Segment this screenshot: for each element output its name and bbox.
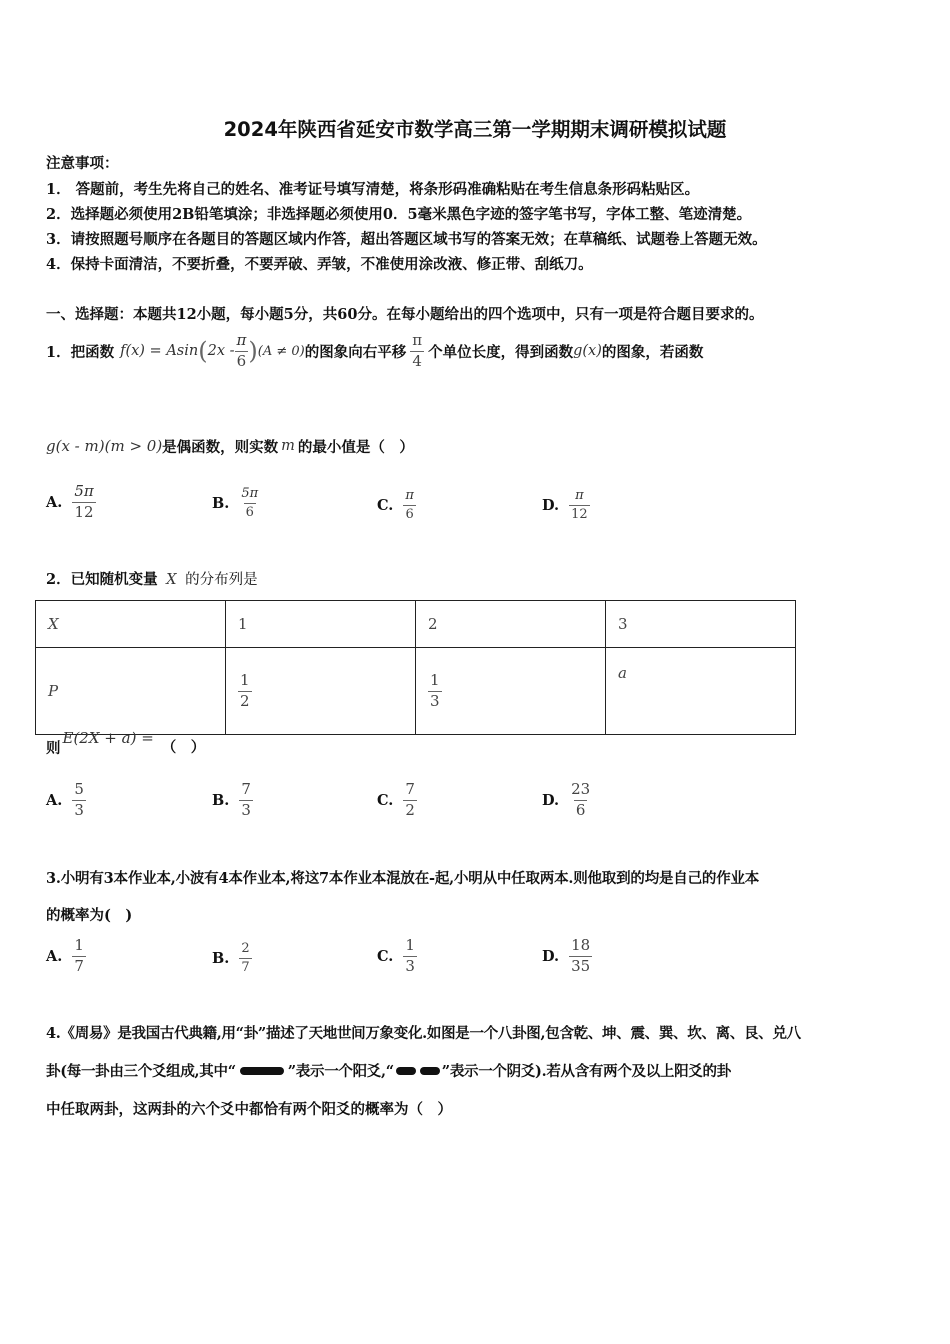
q3-option-d[interactable] xyxy=(542,938,592,975)
table-cell: 2 xyxy=(416,601,606,648)
q2-ask-math: E(2X + a) = xyxy=(62,729,154,747)
q3-option-b-letter: B. xyxy=(212,949,230,967)
notice-item-4: 4．保持卡面清洁，不要折叠，不要弄破、弄皱，不准使用涂改液、修正带、刮纸刀。 xyxy=(46,256,593,273)
q3-option-c-letter: C. xyxy=(377,947,394,965)
q4-line2-b: ”表示一个阳爻,“ xyxy=(287,1063,394,1080)
q1-inner: 2x - xyxy=(207,343,235,359)
q2-option-b[interactable] xyxy=(212,782,253,819)
q2-option-a[interactable] xyxy=(46,782,86,819)
q3-option-a[interactable] xyxy=(46,938,86,975)
q2-var: X xyxy=(166,572,177,588)
table-cell: P xyxy=(36,648,226,735)
q1-option-b-num: 5π xyxy=(241,486,259,501)
q3-option-b-den: 7 xyxy=(241,959,250,975)
q3-option-c-value xyxy=(403,938,417,975)
question-4-line-3: 中任取两卦，这两卦的六个爻中都恰有两个阳爻的概率为（ ） xyxy=(46,1101,452,1118)
fraction-num: 1 xyxy=(430,670,440,689)
fraction-den: 2 xyxy=(240,691,250,710)
yin-yao-left-icon xyxy=(396,1067,416,1075)
q1-option-c-value xyxy=(403,489,416,521)
q1-option-c-den: 6 xyxy=(405,506,414,522)
q1-option-d[interactable] xyxy=(542,489,590,521)
question-1-line-1 xyxy=(46,326,703,376)
table-cell: X xyxy=(36,601,226,648)
q1-g: g(x) xyxy=(573,343,602,359)
table-cell: 1 xyxy=(226,601,416,648)
table-cell: a xyxy=(606,648,796,735)
q1-pi-over-6 xyxy=(235,330,249,370)
q1-six: 6 xyxy=(236,351,247,370)
q1-open-paren: ( xyxy=(198,337,208,365)
q1-option-d-den: 12 xyxy=(571,506,588,522)
q1-shift-den: 4 xyxy=(412,351,422,370)
notice-item-3: 3．请按照题号顺序在各题目的答题区域内作答，超出答题区域书写的答案无效；在草稿纸、试题卷上答题无效。 xyxy=(46,231,767,248)
q1-option-c-num: π xyxy=(405,488,414,503)
q3-option-c-num: 1 xyxy=(405,936,415,954)
q2-suffix: 的分布列是 xyxy=(185,572,258,588)
q3-option-d-value xyxy=(569,938,592,975)
question-3-line-1: 3.小明有3本作业本,小波有4本作业本,将这7本作业本混放在-起,小明从中任取两本.则他取到的均是自己的作业本 xyxy=(46,870,760,887)
q1-line2-text: 是偶函数，则实数 xyxy=(162,438,279,456)
distribution-table xyxy=(35,600,796,735)
q2-option-a-value xyxy=(72,782,86,819)
q2-option-d-num: 23 xyxy=(571,780,591,798)
yang-yao-icon xyxy=(240,1067,284,1075)
q1-end: 的图象，若函数 xyxy=(601,343,704,361)
q3-option-d-num: 18 xyxy=(571,936,591,954)
q2-option-a-letter: A. xyxy=(46,791,63,809)
section-heading: 一、选择题：本题共12小题，每小题5分，共60分。在每小题给出的四个选项中，只有一项是符合题目要求的。 xyxy=(46,306,764,323)
q2-prefix: 2．已知随机变量 xyxy=(46,571,158,588)
q1-shift-num: π xyxy=(412,330,423,349)
q1-option-d-value xyxy=(569,489,590,521)
question-3-line-2: 的概率为( ) xyxy=(46,907,133,924)
q2-option-d-den: 6 xyxy=(575,800,586,819)
q3-option-a-letter: A. xyxy=(46,947,63,965)
q3-option-a-num: 1 xyxy=(74,936,84,954)
question-4-line-1: 4.《周易》是我国古代典籍,用“卦”描述了天地世间万象变化.如图是一个八卦图,包含乾、坤、震、巽、坎、离、艮、兑八 xyxy=(46,1025,801,1042)
q2-option-c-den: 2 xyxy=(405,800,415,819)
table-cell: 3 xyxy=(606,601,796,648)
q2-option-c[interactable] xyxy=(377,782,417,819)
q1-line2-math: g(x - m)(m > 0) xyxy=(46,437,163,455)
q3-option-c[interactable] xyxy=(377,938,417,975)
q2-option-a-den: 3 xyxy=(74,800,84,819)
q2-option-c-num: 7 xyxy=(405,780,415,798)
table-row xyxy=(36,648,796,735)
q1-option-a-den: 12 xyxy=(74,502,94,521)
table-row xyxy=(36,601,796,648)
q2-option-d-value xyxy=(569,782,592,819)
question-2-ask xyxy=(46,725,205,759)
q1-cond: (A ≠ 0) xyxy=(257,343,305,359)
q1-mid: 的图象向右平移 xyxy=(304,343,407,361)
q4-line2-a: 卦(每一卦由三个爻组成,其中“ xyxy=(46,1063,236,1080)
q1-option-a[interactable] xyxy=(46,484,96,521)
q1-mid2: 个单位长度，得到函数 xyxy=(428,343,574,361)
table-fraction xyxy=(428,670,442,710)
notice-heading: 注意事项： xyxy=(46,155,119,172)
q3-option-a-den: 7 xyxy=(74,956,84,975)
page-title: 2024年陕西省延安市数学高三第一学期期末调研模拟试题 xyxy=(223,118,727,141)
question-4-line-2 xyxy=(46,1060,731,1081)
q2-option-b-value xyxy=(239,782,253,819)
q1-shift xyxy=(410,330,424,370)
q2-option-b-den: 3 xyxy=(241,800,251,819)
q1-close-paren: ) xyxy=(248,337,258,365)
q2-option-b-num: 7 xyxy=(241,780,251,798)
q2-option-d-letter: D. xyxy=(542,791,560,809)
notice-item-1: 1． 答题前，考生先将自己的姓名、准考证号填写清楚，将条形码准确粘贴在考生信息条形码粘贴区。 xyxy=(46,181,700,198)
question-2-stem xyxy=(46,568,258,589)
q1-prefix: 1．把函数 xyxy=(46,343,115,361)
q2-ask-prefix: 则 xyxy=(46,739,61,757)
q1-option-c[interactable] xyxy=(377,489,416,521)
q2-option-d[interactable] xyxy=(542,782,592,819)
q1-option-a-letter: A. xyxy=(46,493,63,511)
q3-option-d-den: 35 xyxy=(571,956,591,975)
q2-option-b-letter: B. xyxy=(212,791,230,809)
q3-option-b[interactable] xyxy=(212,942,252,974)
q1-pi: π xyxy=(236,330,247,349)
question-1-line-2 xyxy=(46,428,414,464)
q1-option-b[interactable] xyxy=(212,487,260,519)
yin-yao-right-icon xyxy=(420,1067,440,1075)
q4-line2-c: ”表示一个阴爻).若从含有两个及以上阳爻的卦 xyxy=(441,1063,731,1080)
q3-option-d-letter: D. xyxy=(542,947,560,965)
q1-option-b-value xyxy=(239,487,260,519)
q2-ask-end: （ ） xyxy=(161,738,206,756)
fraction-den: 3 xyxy=(430,691,440,710)
q1-line2-end: 的最小值是（ ） xyxy=(297,438,414,456)
q1-option-b-den: 6 xyxy=(245,504,254,520)
q2-option-c-letter: C. xyxy=(377,791,394,809)
table-fraction xyxy=(238,670,252,710)
q3-option-a-value xyxy=(72,938,86,975)
q1-option-d-letter: D. xyxy=(542,496,560,514)
q1-option-d-num: π xyxy=(575,488,584,503)
q1-option-c-letter: C. xyxy=(377,496,394,514)
q3-option-b-num: 2 xyxy=(241,941,250,956)
q3-option-c-den: 3 xyxy=(405,956,415,975)
q2-option-c-value xyxy=(403,782,417,819)
q1-m: m xyxy=(281,438,295,454)
q3-option-b-value xyxy=(239,942,251,974)
q1-func: f(x) = Asin xyxy=(120,343,199,359)
q1-option-a-num: 5π xyxy=(74,482,94,500)
q2-option-a-num: 5 xyxy=(74,780,84,798)
table-cell xyxy=(226,648,416,735)
table-cell xyxy=(416,648,606,735)
fraction-num: 1 xyxy=(240,670,250,689)
q1-option-a-value xyxy=(72,484,95,521)
q1-option-b-letter: B. xyxy=(212,494,230,512)
notice-item-2: 2．选择题必须使用2B铅笔填涂；非选择题必须使用0．5毫米黑色字迹的签字笔书写，字体工整、笔迹清楚。 xyxy=(46,206,752,223)
